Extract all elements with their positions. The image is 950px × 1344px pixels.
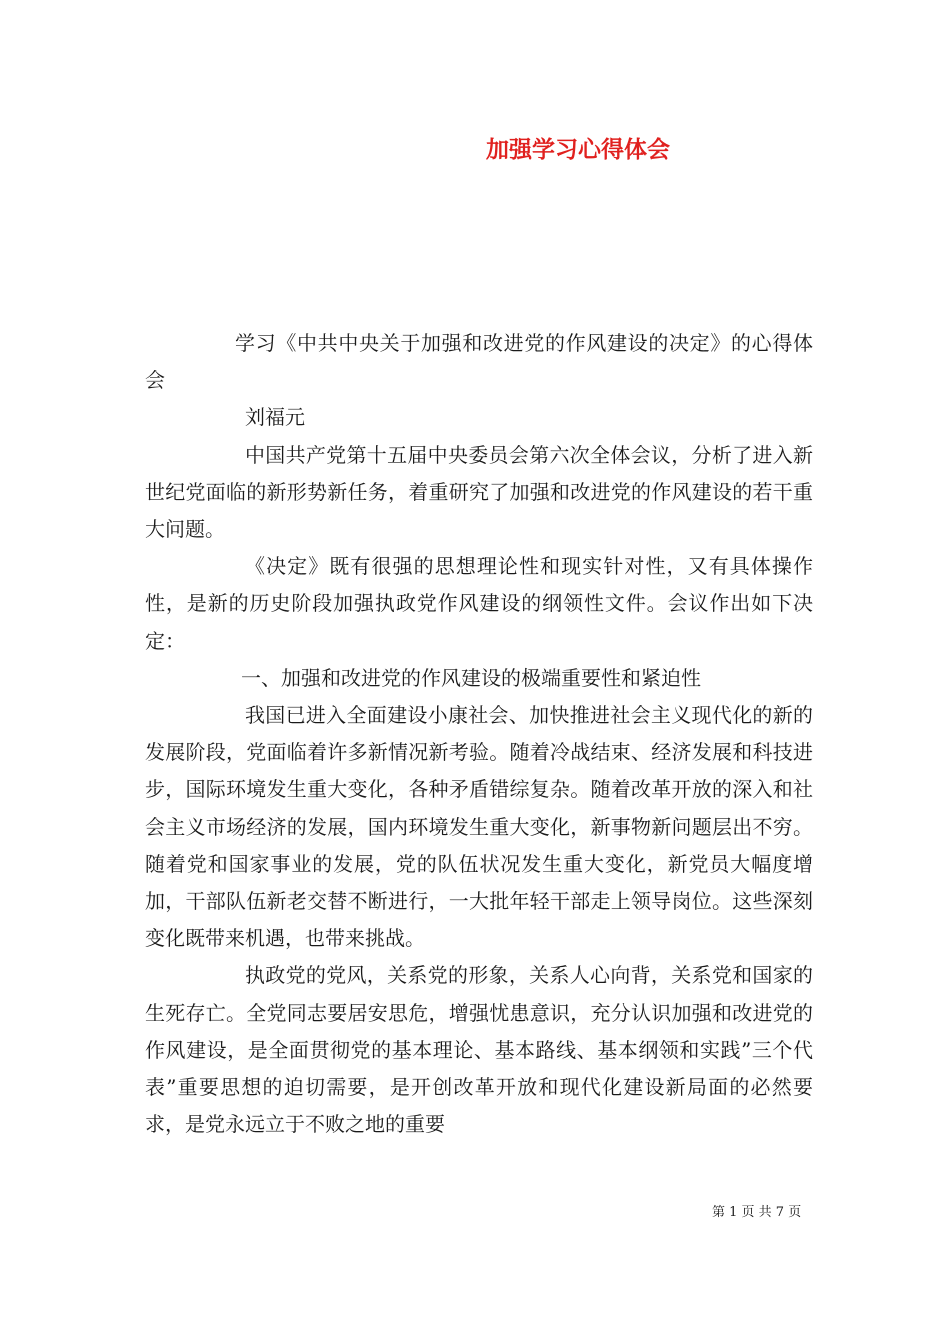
document-title: 加强学习心得体会: [486, 136, 670, 163]
page-number: 第 1 页 共 7 页: [712, 1205, 802, 1220]
document-body: [145, 325, 813, 1143]
paragraph: 我国已进入全面建设小康社会、加快推进社会主义现代化的新的发展阶段，党面临着许多新情况新考验。随着冷战结束、经济发展和科技进步，国际环境发生重大变化，各种矛盾错综复杂。随着改革开放的深入和社会主义市场经济的发展，国内环境发生重大变化，新事物新问题层出不穷。随着党和国家事业的发展，党的队伍状况发生重大变化，新党员大幅度增加，干部队伍新老交替不断进行，一大批年轻干部走上领导岗位。这些深刻变化既带来机遇，也带来挑战。: [145, 703, 813, 951]
paragraph: 《决定》既有很强的思想理论性和现实针对性，又有具体操作性，是新的历史阶段加强执政党作风建设的纲领性文件。会议作出如下决定：: [145, 554, 813, 653]
section-heading: 一、加强和改进党的作风建设的极端重要性和紧迫性: [241, 665, 701, 690]
article-subtitle: 学习《中共中央关于加强和改进党的作风建设的决定》的心得体会: [145, 331, 813, 393]
paragraph: 执政党的党风，关系党的形象，关系人心向背，关系党和国家的生死存亡。全党同志要居安思危，增强忧患意识，充分认识加强和改进党的作风建设，是全面贯彻党的基本理论、基本路线、基本纲领和实践”三个代表”重要思想的迫切需要，是开创改革开放和现代化建设新局面的必然要求，是党永远立于不败之地的重要: [145, 963, 813, 1137]
paragraph: 中国共产党第十五届中央委员会第六次全体会议，分析了进入新世纪党面临的新形势新任务，着重研究了加强和改进党的作风建设的若干重大问题。: [145, 442, 813, 542]
author-name: 刘福元: [245, 405, 305, 430]
